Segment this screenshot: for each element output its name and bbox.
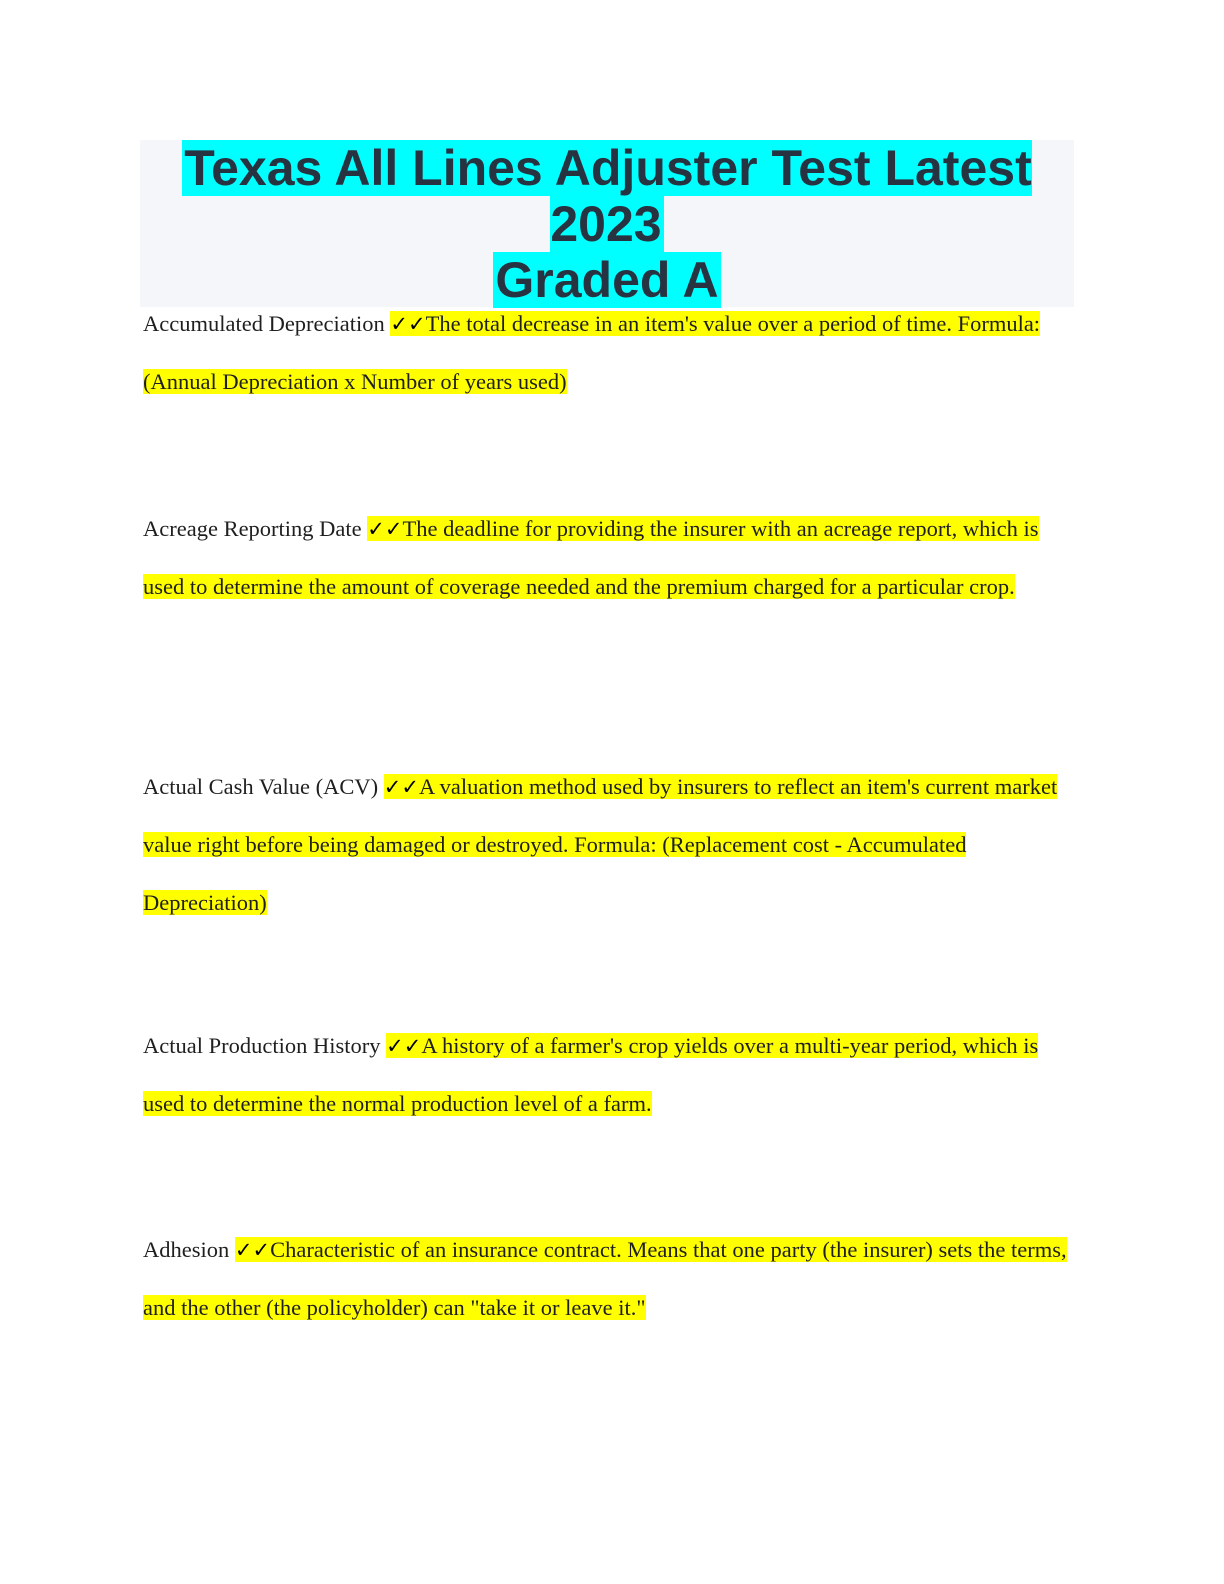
double-check-icon: ✓✓ — [390, 312, 426, 336]
double-check-icon: ✓✓ — [234, 1238, 271, 1262]
entry-actual-production-history — [143, 1017, 1083, 1133]
double-check-icon: ✓✓ — [386, 1034, 422, 1058]
entry-definition: The deadline for providing the insurer with an acreage report, which is used to determine the amount of coverage needed and the premium charged for a particular crop. — [143, 516, 1039, 599]
entry-term: Adhesion — [143, 1237, 230, 1262]
entry-definition: Characteristic of an insurance contract. Means that one party (the insurer) sets the terms, and the other (the policyholder) can "take it or leave it." — [143, 1237, 1067, 1320]
entry-term: Acreage Reporting Date — [143, 516, 362, 541]
title-line-1: Texas All Lines Adjuster Test Latest 2023 — [184, 140, 1032, 252]
entry-definition: A history of a farmer's crop yields over a multi-year period, which is used to determine the normal production level of a farm. — [143, 1033, 1039, 1116]
entry-adhesion — [143, 1221, 1083, 1337]
entry-term: Accumulated Depreciation — [143, 311, 385, 336]
title-line-2: Graded A — [495, 252, 719, 308]
entry-definition: The total decrease in an item's value over a period of time. Formula: (Annual Depreciation x Number of years used) — [143, 311, 1041, 394]
entry-term: Actual Production History — [143, 1033, 381, 1058]
page-title — [140, 140, 1074, 308]
entry-accumulated-depreciation — [143, 295, 1083, 411]
entry-actual-cash-value — [143, 758, 1083, 932]
entry-term: Actual Cash Value (ACV) — [143, 774, 379, 799]
double-check-icon: ✓✓ — [367, 517, 403, 541]
entry-acreage-reporting-date — [143, 500, 1083, 615]
entry-definition: A valuation method used by insurers to reflect an item's current market value right before being damaged or destroyed. Formula: (Replacement cost - Accumulated Depreciation) — [143, 774, 1058, 915]
double-check-icon: ✓✓ — [383, 775, 419, 799]
